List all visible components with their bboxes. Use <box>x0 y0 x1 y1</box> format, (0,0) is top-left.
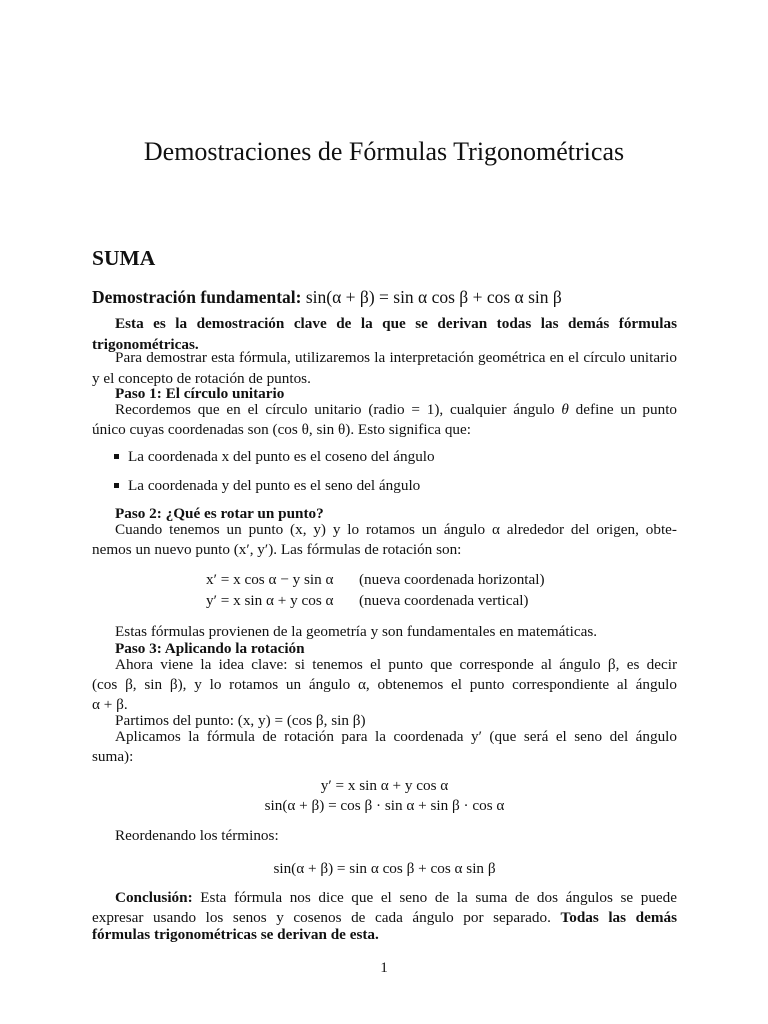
step1-line1-a: Recordemos que en el círculo unitario (radio = 1), cualquier ángulo <box>115 401 562 418</box>
document-title: Demostraciones de Fórmulas Trigonométricas <box>143 137 625 166</box>
step1-heading: Paso 1: El círculo unitario <box>115 385 285 402</box>
step3-start-point: Partimos del punto: (x, y) = (cos β, sin β) <box>115 712 366 729</box>
step2-heading: Paso 2: ¿Qué es rotar un punto? <box>115 505 324 522</box>
bullet-text-1: La coordenada x del punto es el coseno del ángulo <box>128 448 435 465</box>
intro-bold: Esta es la demostración clave de la que se derivan todas las demás fórmulas trigonométricas. <box>92 315 677 353</box>
equation-note: (nueva coordenada horizontal) <box>359 571 545 588</box>
step1-line2: único cuyas coordenadas son (cos θ, sin θ). Esto significa que: <box>92 421 471 438</box>
equation: x′ = x cos α − y sin α <box>206 571 334 588</box>
subsection-formula: sin(α + β) = sin α cos β + cos α sin β <box>305 287 562 307</box>
bullet-icon <box>114 483 119 488</box>
document-page <box>92 0 677 1024</box>
step3-line3: α + β. <box>92 696 128 713</box>
final-equation: sin(α + β) = sin α cos β + cos α sin β <box>273 860 496 877</box>
step1-line1-b: define un punto <box>568 401 678 418</box>
bullet-icon <box>114 454 119 459</box>
rotation-equation-x <box>206 570 606 591</box>
reorder-text: Reordenando los términos: <box>115 827 279 844</box>
conclusion-label: Conclusión: <box>115 889 193 906</box>
step2-line2: nemos un nuevo punto (x′, y′). Las fórmulas de rotación son: <box>92 541 462 558</box>
equation: y′ = x sin α + y cos α <box>206 592 334 609</box>
conclusion-text2: expresar usando los senos y cosenos de cada ángulo por separado. <box>92 909 561 926</box>
section-heading: SUMA <box>92 246 156 270</box>
step3-line2: (cos β, sin β), y lo rotamos un ángulo α, obtenemos el punto correspondiente al ángulo <box>92 676 677 693</box>
rotation-equation-y <box>206 591 606 612</box>
step3-apply-line1: Aplicamos la fórmula de rotación para la coordenada y′ (que será el seno del ángulo <box>115 728 677 745</box>
conclusion-text1: Esta fórmula nos dice que el seno de la suma de dos ángulos se puede <box>192 889 677 906</box>
equation: sin(α + β) = cos β · sin α + sin β · cos α <box>264 797 505 814</box>
subsection-heading <box>92 285 562 309</box>
bullet-text-2: La coordenada y del punto es el seno del ángulo <box>128 477 421 494</box>
conclusion-line1 <box>92 888 677 909</box>
list-item <box>114 447 435 468</box>
subsection-label: Demostración fundamental: <box>92 287 302 307</box>
intro-text: Para demostrar esta fórmula, utilizaremos la interpretación geométrica en el círculo unitario y el concepto de rotación de puntos. <box>92 349 677 387</box>
step3-line1: Ahora viene la idea clave: si tenemos el punto que corresponde al ángulo β, es decir <box>115 656 677 673</box>
page-number: 1 <box>380 959 388 976</box>
step2-line1: Cuando tenemos un punto (x, y) y lo rotamos un ángulo α alrededor del origen, obte- <box>115 521 677 538</box>
equation-note: (nueva coordenada vertical) <box>359 592 529 609</box>
step2-closing: Estas fórmulas provienen de la geometría y son fundamentales en matemáticas. <box>115 623 598 640</box>
step1-line1-var: θ <box>561 401 569 418</box>
equation: y′ = x sin α + y cos α <box>320 777 449 794</box>
step3-heading: Paso 3: Aplicando la rotación <box>115 640 305 657</box>
step1-line1 <box>92 400 677 421</box>
conclusion-bold-tail1: Todas las demás <box>560 909 677 926</box>
step3-apply-line2: suma): <box>92 748 134 765</box>
list-item <box>114 476 420 497</box>
conclusion-bold-tail2: fórmulas trigonométricas se derivan de esta. <box>92 926 379 943</box>
